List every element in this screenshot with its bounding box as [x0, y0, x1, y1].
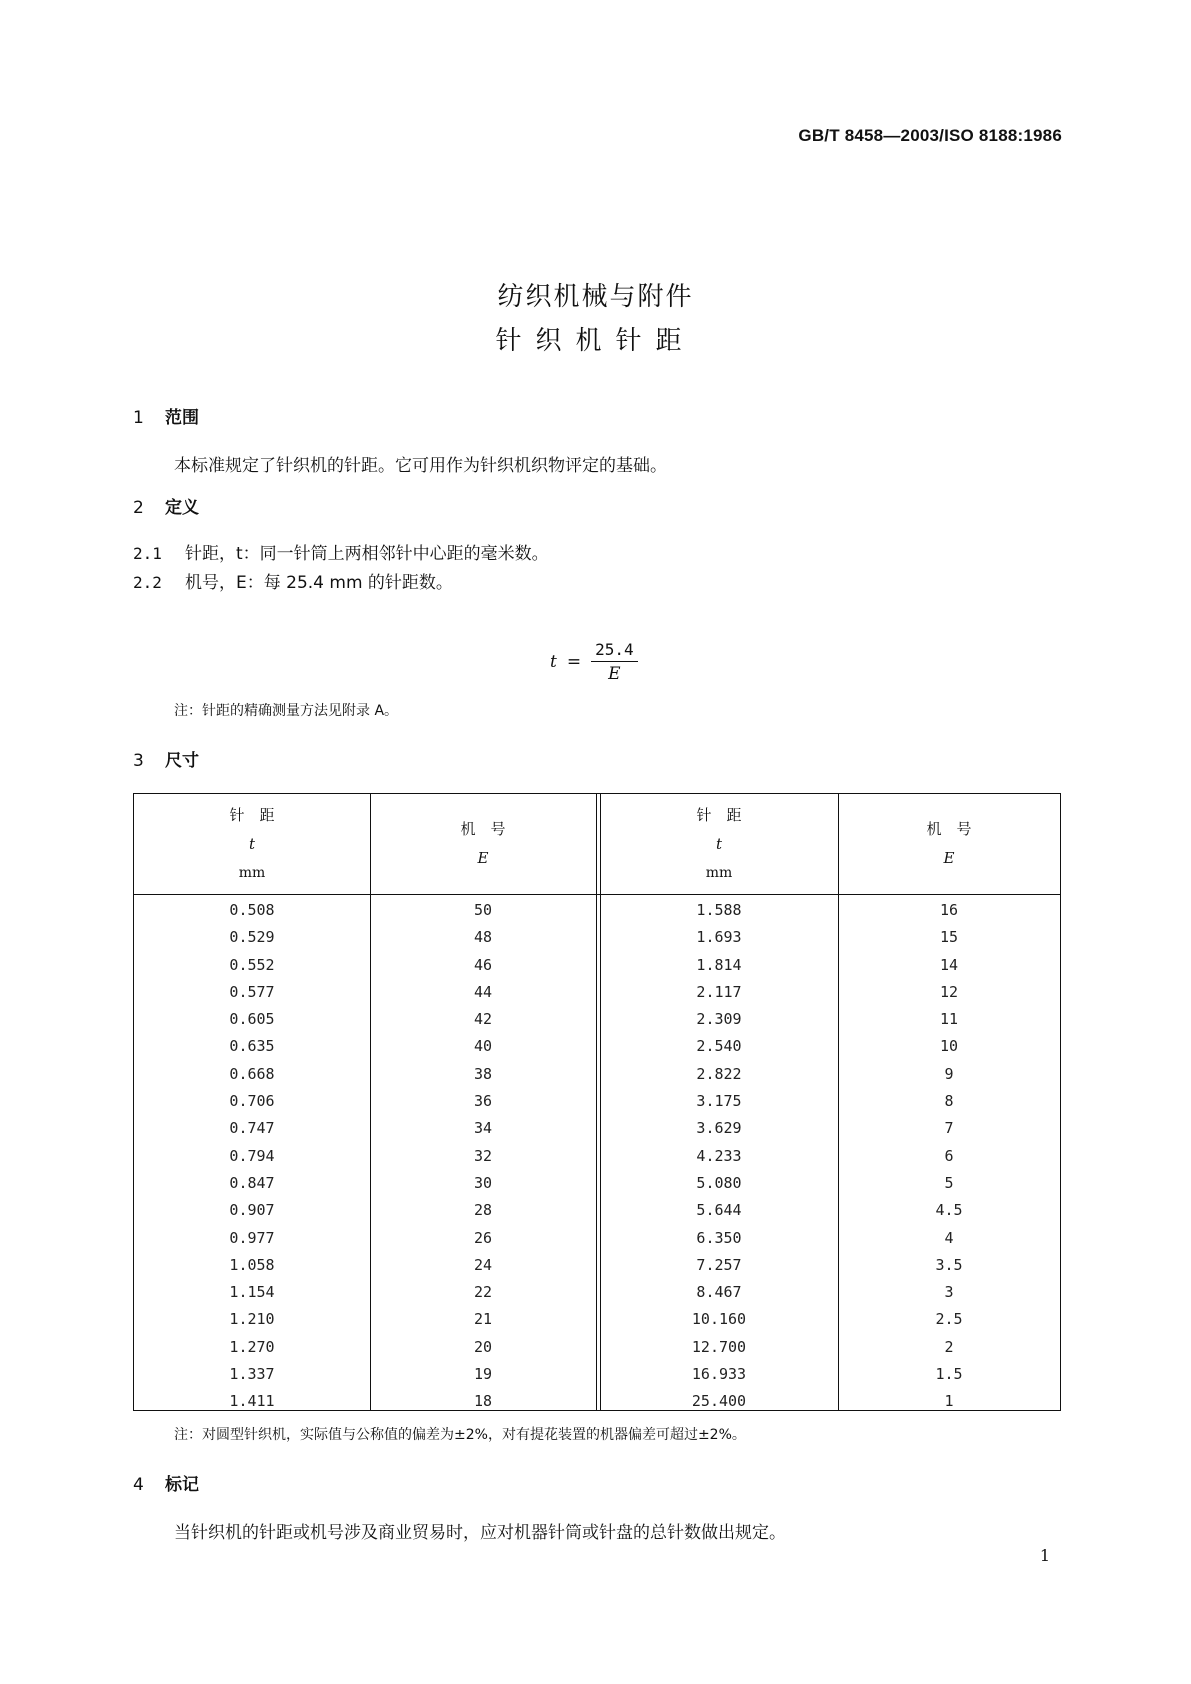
table-cell: 10.160 [691, 1310, 747, 1329]
section-3-heading [133, 746, 199, 771]
table-cell: 3.5 [935, 1255, 963, 1274]
header-label: 针 距 [696, 805, 742, 824]
section-2-note: 注：针距的精确测量方法见附录 A。 [174, 703, 399, 719]
clause-2-1 [133, 539, 549, 564]
table-cell: 15 [939, 928, 959, 947]
standard-code: GB/T 8458—2003/ISO 8188:1986 [798, 126, 1062, 145]
table-cell: 0.577 [229, 982, 275, 1001]
table-cell: 1 [944, 1392, 954, 1411]
table-cell: 0.635 [229, 1037, 275, 1056]
table-cell: 0.668 [229, 1064, 275, 1083]
table-cell: 7.257 [696, 1255, 742, 1274]
clause-text: 机号，E：每 25.4 mm 的针距数。 [185, 573, 453, 593]
table-cell: 34 [473, 1119, 493, 1138]
section-title: 标记 [165, 1475, 199, 1495]
column-right-pitch [600, 897, 838, 1416]
table-cell: 30 [473, 1173, 493, 1192]
table-cell: 18 [473, 1392, 493, 1411]
table-cell: 8.467 [696, 1283, 742, 1302]
pitch-gauge-table [133, 793, 1061, 1411]
table-cell: 16 [939, 901, 959, 919]
clause-number: 2.1 [133, 544, 162, 563]
table-cell: 1.210 [229, 1310, 275, 1329]
header-symbol: E [477, 849, 489, 867]
section-1-text: 本标准规定了针织机的针距。它可用作为针织机织物评定的基础。 [174, 456, 667, 476]
formula-numerator: 25.4 [591, 640, 638, 662]
table-cell: 4.5 [935, 1201, 963, 1220]
table-cell: 46 [473, 955, 493, 974]
table-cell: 44 [473, 982, 493, 1001]
table-cell: 2.117 [696, 982, 742, 1001]
table-cell: 2.5 [935, 1310, 963, 1329]
column-left-gauge [370, 897, 596, 1416]
gauge-formula [550, 640, 638, 684]
header-unit: mm [238, 864, 266, 881]
table-cell: 38 [473, 1064, 493, 1083]
table-cell: 19 [473, 1365, 493, 1384]
clause-number: 2.2 [133, 573, 162, 592]
section-title: 范围 [165, 408, 199, 428]
section-4-heading [133, 1470, 199, 1495]
table-cell: 2 [944, 1337, 954, 1356]
section-title: 尺寸 [165, 751, 199, 771]
header-gauge-left [370, 794, 596, 894]
table-header-rule [134, 894, 1060, 895]
table-cell: 2.822 [696, 1064, 742, 1083]
table-cell: 0.847 [229, 1173, 275, 1192]
table-cell: 8 [944, 1092, 954, 1111]
table-cell: 12 [939, 982, 959, 1001]
table-cell: 4 [944, 1228, 954, 1247]
table-cell: 50 [473, 901, 493, 919]
table-cell: 3 [944, 1283, 954, 1302]
section-4-text: 当针织机的针距或机号涉及商业贸易时，应对机器针筒或针盘的总针数做出规定。 [174, 1523, 786, 1543]
table-cell: 0.529 [229, 928, 275, 947]
table-cell: 1.5 [935, 1365, 963, 1384]
table-cell: 10 [939, 1037, 959, 1056]
table-note: 注：对圆型针织机，实际值与公称值的偏差为±2%，对有提花装置的机器偏差可超过±2%。 [174, 1427, 746, 1443]
table-cell: 1.588 [696, 901, 742, 919]
table-cell: 0.907 [229, 1201, 275, 1220]
table-cell: 5 [944, 1173, 954, 1192]
table-cell: 3.175 [696, 1092, 742, 1111]
table-cell: 25.400 [691, 1392, 747, 1411]
header-label: 机 号 [460, 820, 506, 838]
table-cell: 0.977 [229, 1228, 275, 1247]
table-cell: 20 [473, 1337, 493, 1356]
table-cell: 6.350 [696, 1228, 742, 1247]
table-cell: 5.644 [696, 1201, 742, 1220]
section-number: 3 [133, 751, 144, 771]
table-cell: 6 [944, 1146, 954, 1165]
page-number: 1 [1039, 1546, 1050, 1565]
table-cell: 7 [944, 1119, 954, 1138]
table-cell: 16.933 [691, 1365, 747, 1384]
table-cell: 1.058 [229, 1255, 275, 1274]
table-cell: 2.540 [696, 1037, 742, 1056]
section-number: 2 [133, 498, 144, 518]
header-gauge-right [838, 794, 1060, 894]
table-cell: 0.605 [229, 1010, 275, 1029]
table-cell: 0.794 [229, 1146, 275, 1165]
table-cell: 22 [473, 1283, 493, 1302]
table-cell: 24 [473, 1255, 493, 1274]
table-cell: 2.309 [696, 1010, 742, 1029]
table-cell: 1.693 [696, 928, 742, 947]
header-symbol: E [943, 849, 955, 867]
table-cell: 48 [473, 928, 493, 947]
header-label: 针 距 [229, 805, 275, 824]
table-cell: 1.270 [229, 1337, 275, 1356]
header-symbol: t [248, 834, 256, 853]
table-cell: 3.629 [696, 1119, 742, 1138]
clause-text: 针距，t：同一针筒上两相邻针中心距的毫米数。 [185, 544, 549, 564]
table-cell: 5.080 [696, 1173, 742, 1192]
formula-lhs: t [550, 652, 557, 672]
header-pitch-left [134, 794, 370, 894]
document-title: 纺织机械与附件 [497, 282, 694, 312]
formula-equals: = [566, 652, 582, 672]
table-cell: 32 [473, 1146, 493, 1165]
clause-2-2 [133, 568, 453, 593]
table-cell: 9 [944, 1064, 954, 1083]
column-left-pitch [134, 897, 370, 1416]
section-1-heading [133, 403, 199, 428]
table-cell: 1.154 [229, 1283, 275, 1302]
table-cell: 21 [473, 1310, 493, 1329]
section-title: 定义 [165, 498, 199, 518]
table-cell: 14 [939, 955, 959, 974]
table-cell: 40 [473, 1037, 493, 1056]
section-number: 4 [133, 1475, 144, 1495]
table-cell: 1.337 [229, 1365, 275, 1384]
table-cell: 12.700 [691, 1337, 747, 1356]
table-cell: 28 [473, 1201, 493, 1220]
document-subtitle: 针织机针距 [495, 326, 696, 356]
table-cell: 0.706 [229, 1092, 275, 1111]
column-right-gauge [838, 897, 1060, 1416]
header-unit: mm [705, 864, 733, 881]
formula-denominator: E [608, 664, 621, 684]
table-cell: 1.814 [696, 955, 742, 974]
header-label: 机 号 [926, 820, 972, 838]
table-cell: 42 [473, 1010, 493, 1029]
formula-fraction [591, 640, 638, 684]
table-cell: 11 [939, 1010, 959, 1029]
table-cell: 4.233 [696, 1146, 742, 1165]
table-cell: 0.747 [229, 1119, 275, 1138]
section-number: 1 [133, 408, 144, 428]
table-cell: 1.411 [229, 1392, 275, 1411]
header-symbol: t [715, 834, 723, 853]
header-pitch-right [600, 794, 838, 894]
section-2-heading [133, 493, 199, 518]
table-divider [596, 794, 597, 1410]
table-cell: 0.552 [229, 955, 275, 974]
table-cell: 26 [473, 1228, 493, 1247]
table-cell: 0.508 [229, 901, 275, 919]
table-cell: 36 [473, 1092, 493, 1111]
